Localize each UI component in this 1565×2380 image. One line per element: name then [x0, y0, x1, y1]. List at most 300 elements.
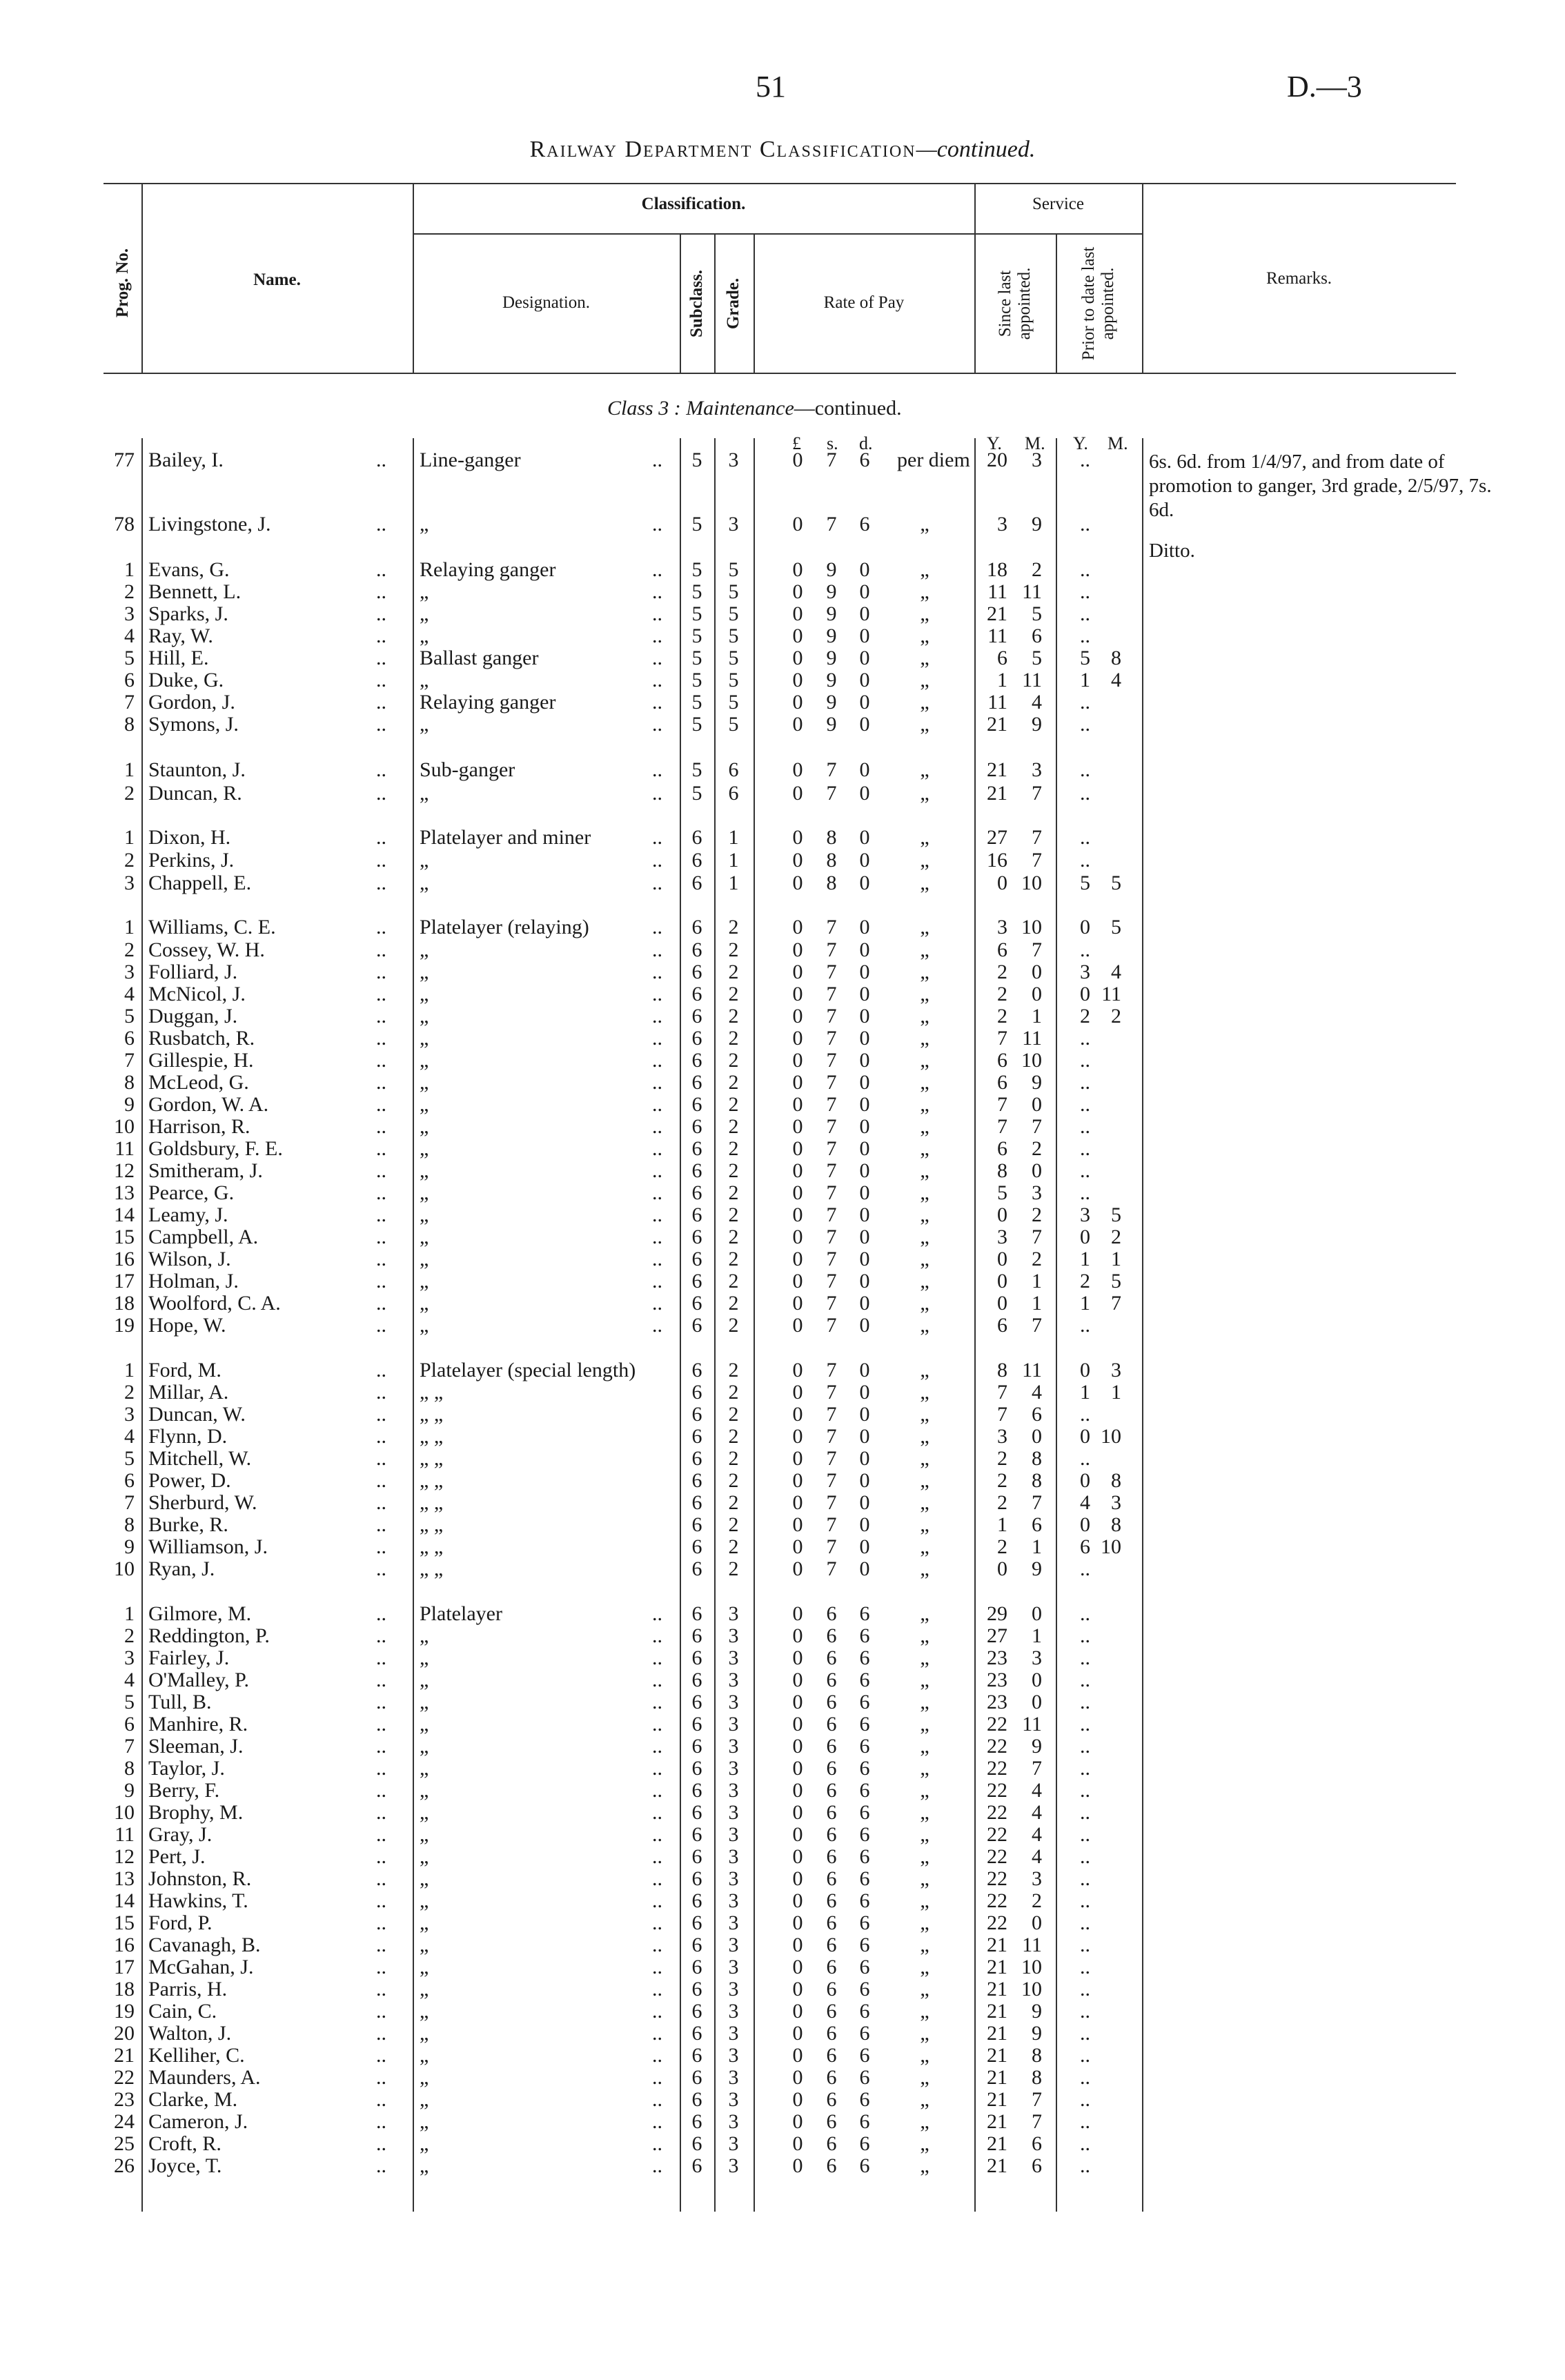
cell-name: Goldsbury, F. E.: [148, 1137, 283, 1160]
cell-grade: 2: [728, 1027, 739, 1050]
cell-designation: „: [420, 513, 429, 535]
cell-prior-years: ..: [1080, 1624, 1090, 1647]
cell-prior-months: 2: [1111, 1005, 1121, 1027]
cell-designation: „: [420, 669, 429, 691]
cell-designation: „: [420, 1027, 429, 1050]
cell-prior-years: ..: [1080, 1669, 1090, 1691]
cell-subclass: 5: [691, 691, 702, 714]
cell-subclass: 6: [691, 826, 702, 849]
cell-pay-pounds: 0: [792, 1403, 803, 1426]
cell-since-years: 3: [997, 513, 1007, 535]
cell-since-years: 22: [987, 1845, 1007, 1868]
cell-prior-years: ..: [1080, 1403, 1090, 1426]
cell-designation: „: [420, 872, 429, 894]
cell-pay-pence: 6: [859, 1624, 870, 1647]
cell-since-months: 11: [1022, 1359, 1042, 1381]
cell-designation: „: [420, 1845, 429, 1868]
cell-pay-period: „: [920, 1602, 929, 1625]
cell-since-years: 1: [997, 669, 1007, 691]
cell-name: Ray, W.: [148, 624, 213, 647]
cell-name: Cossey, W. H.: [148, 938, 265, 961]
cell-designation: „: [420, 1646, 429, 1669]
cell-pay-shillings: 7: [826, 449, 837, 471]
cell-designation-leader: ..: [652, 449, 662, 471]
col-rule-grade: [714, 233, 716, 373]
cell-designation: „ „: [420, 1491, 444, 1514]
cell-designation: Relaying ganger: [420, 691, 556, 714]
cell-name-leader: ..: [376, 2044, 386, 2067]
cell-name-leader: ..: [376, 691, 386, 714]
cell-since-years: 8: [997, 1359, 1007, 1381]
cell-designation: „: [420, 602, 429, 625]
cell-pay-pounds: 0: [792, 872, 803, 894]
cell-subclass: 5: [691, 669, 702, 691]
cell-name-leader: ..: [376, 2110, 386, 2133]
cell-pay-shillings: 6: [826, 1735, 837, 1758]
cell-pay-pounds: 0: [792, 2132, 803, 2155]
cell-grade: 3: [728, 1801, 739, 1824]
cell-designation: „: [420, 1248, 429, 1270]
cell-pay-pence: 0: [859, 1248, 870, 1270]
cell-prior-years: 0: [1080, 1513, 1090, 1536]
cell-prog-no: 9: [124, 1093, 135, 1116]
cell-since-months: 0: [1032, 1159, 1042, 1182]
cell-pay-pence: 6: [859, 1801, 870, 1824]
cell-pay-shillings: 9: [826, 602, 837, 625]
cell-designation-leader: ..: [652, 1713, 662, 1735]
cell-pay-pounds: 0: [792, 1093, 803, 1116]
cell-prog-no: 9: [124, 1535, 135, 1558]
cell-designation-leader: ..: [652, 1735, 662, 1758]
cell-designation-leader: ..: [652, 2000, 662, 2023]
cell-pay-period: „: [920, 1005, 929, 1027]
cell-pay-pounds: 0: [792, 449, 803, 471]
cell-since-years: 6: [997, 1049, 1007, 1072]
cell-pay-period: „: [920, 624, 929, 647]
cell-pay-shillings: 9: [826, 624, 837, 647]
cell-designation-leader: ..: [652, 938, 662, 961]
cell-grade: 2: [728, 1226, 739, 1248]
cell-since-years: 21: [987, 2000, 1007, 2023]
cell-since-months: 0: [1032, 983, 1042, 1005]
cell-designation-leader: ..: [652, 826, 662, 849]
cell-pay-pounds: 0: [792, 713, 803, 736]
cell-name: Taylor, J.: [148, 1757, 225, 1780]
cell-pay-pence: 0: [859, 624, 870, 647]
cell-pay-pounds: 0: [792, 1491, 803, 1514]
cell-subclass: 6: [691, 1823, 702, 1846]
cell-since-years: 1: [997, 1513, 1007, 1536]
cell-pay-pence: 6: [859, 2154, 870, 2177]
cell-pay-period: „: [920, 1646, 929, 1669]
cell-prior-years: 0: [1080, 916, 1090, 938]
cell-since-years: 21: [987, 1934, 1007, 1956]
cell-pay-pounds: 0: [792, 2044, 803, 2067]
cell-pay-pence: 0: [859, 1491, 870, 1514]
cell-pay-pence: 0: [859, 1093, 870, 1116]
cell-designation: „: [420, 1757, 429, 1780]
cell-prog-no: 15: [114, 1226, 135, 1248]
cell-pay-period: „: [920, 782, 929, 805]
cell-subclass: 6: [691, 1292, 702, 1315]
cell-pay-pounds: 0: [792, 1359, 803, 1381]
cell-name: Duggan, J.: [148, 1005, 238, 1027]
cell-pay-shillings: 6: [826, 1602, 837, 1625]
cell-designation-leader: ..: [652, 1624, 662, 1647]
cell-prior-months: 1: [1111, 1381, 1121, 1404]
cell-pay-period: „: [920, 602, 929, 625]
cell-pay-shillings: 7: [826, 916, 837, 938]
cell-prior-years: ..: [1080, 1447, 1090, 1470]
cell-prog-no: 19: [114, 2000, 135, 2023]
cell-since-months: 3: [1032, 1646, 1042, 1669]
cell-prior-years: ..: [1080, 602, 1090, 625]
cell-designation-leader: ..: [652, 1049, 662, 1072]
cell-prior-years: 1: [1080, 1292, 1090, 1315]
cell-pay-pence: 6: [859, 2132, 870, 2155]
cell-pay-period: „: [920, 1557, 929, 1580]
cell-prog-no: 21: [114, 2044, 135, 2067]
cell-name: Rusbatch, R.: [148, 1027, 255, 1050]
cell-pay-period: „: [920, 2044, 929, 2067]
cell-prior-years: ..: [1080, 1159, 1090, 1182]
cell-prog-no: 20: [114, 2022, 135, 2045]
cell-prior-years: ..: [1080, 1845, 1090, 1868]
cell-pay-pence: 0: [859, 558, 870, 581]
cell-prior-years: ..: [1080, 2044, 1090, 2067]
cell-designation: „ „: [420, 1469, 444, 1492]
cell-designation: „: [420, 1978, 429, 2000]
cell-pay-shillings: 7: [826, 1403, 837, 1426]
cell-prog-no: 3: [124, 961, 135, 983]
cell-prior-years: ..: [1080, 1027, 1090, 1050]
cell-prog-no: 2: [124, 849, 135, 872]
cell-designation-leader: ..: [652, 1093, 662, 1116]
unit-shillings: s.: [827, 433, 838, 453]
cell-pay-pence: 6: [859, 513, 870, 535]
cell-pay-pence: 0: [859, 1557, 870, 1580]
cell-designation-leader: ..: [652, 872, 662, 894]
cell-pay-shillings: 9: [826, 713, 837, 736]
cell-subclass: 6: [691, 1093, 702, 1116]
header-designation: Designation.: [502, 293, 591, 312]
body-rule-service: [974, 438, 976, 2212]
cell-pay-shillings: 7: [826, 1071, 837, 1094]
cell-name-leader: ..: [376, 1181, 386, 1204]
cell-subclass: 5: [691, 513, 702, 535]
cell-pay-pounds: 0: [792, 1381, 803, 1404]
cell-subclass: 6: [691, 1845, 702, 1868]
cell-prog-no: 5: [124, 1447, 135, 1470]
cell-name: Ford, M.: [148, 1359, 222, 1381]
cell-designation: „: [420, 983, 429, 1005]
cell-pay-shillings: 7: [826, 1248, 837, 1270]
cell-prior-years: ..: [1080, 1093, 1090, 1116]
cell-since-years: 20: [987, 449, 1007, 471]
cell-grade: 3: [728, 1713, 739, 1735]
cell-prog-no: 1: [124, 758, 135, 781]
cell-name-leader: ..: [376, 2154, 386, 2177]
cell-prior-years: ..: [1080, 1691, 1090, 1713]
cell-designation: „ „: [420, 1381, 444, 1404]
cell-subclass: 6: [691, 916, 702, 938]
cell-name: Gordon, J.: [148, 691, 235, 714]
cell-grade: 3: [728, 2154, 739, 2177]
cell-pay-pence: 0: [859, 1137, 870, 1160]
cell-since-months: 0: [1032, 1691, 1042, 1713]
cell-subclass: 5: [691, 580, 702, 603]
cell-since-months: 11: [1022, 1027, 1042, 1050]
cell-pay-pounds: 0: [792, 826, 803, 849]
cell-since-months: 9: [1032, 1557, 1042, 1580]
cell-since-months: 8: [1032, 1469, 1042, 1492]
cell-pay-pence: 0: [859, 1027, 870, 1050]
cell-name: Harrison, R.: [148, 1115, 250, 1138]
cell-since-months: 4: [1032, 691, 1042, 714]
cell-subclass: 6: [691, 983, 702, 1005]
unit-months-prior: M.: [1108, 433, 1128, 453]
cell-grade: 3: [728, 1956, 739, 1978]
page-title: [0, 137, 1565, 163]
cell-name-leader: ..: [376, 1292, 386, 1315]
cell-prog-no: 3: [124, 602, 135, 625]
cell-since-years: 22: [987, 1867, 1007, 1890]
cell-name: McGahan, J.: [148, 1956, 254, 1978]
cell-pay-pounds: 0: [792, 513, 803, 535]
cell-since-years: 22: [987, 1757, 1007, 1780]
cell-prog-no: 17: [114, 1270, 135, 1292]
cell-grade: 2: [728, 1314, 739, 1337]
cell-since-years: 0: [997, 1557, 1007, 1580]
cell-designation: „ „: [420, 1557, 444, 1580]
cell-name-leader: ..: [376, 1801, 386, 1824]
cell-prog-no: 5: [124, 647, 135, 669]
cell-pay-pence: 6: [859, 1779, 870, 1802]
cell-designation-leader: ..: [652, 1159, 662, 1182]
cell-name: Clarke, M.: [148, 2088, 238, 2111]
cell-subclass: 6: [691, 1181, 702, 1204]
cell-prog-no: 18: [114, 1292, 135, 1315]
cell-subclass: 6: [691, 1381, 702, 1404]
cell-subclass: 5: [691, 758, 702, 781]
cell-pay-pounds: 0: [792, 1248, 803, 1270]
cell-since-years: 6: [997, 1314, 1007, 1337]
cell-name-leader: ..: [376, 1491, 386, 1514]
cell-since-months: 3: [1032, 1181, 1042, 1204]
cell-pay-period: „: [920, 1447, 929, 1470]
cell-pay-period: „: [920, 1911, 929, 1934]
cell-grade: 2: [728, 1557, 739, 1580]
cell-prog-no: 10: [114, 1115, 135, 1138]
cell-pay-pounds: 0: [792, 1535, 803, 1558]
cell-since-months: 7: [1032, 1115, 1042, 1138]
cell-name-leader: ..: [376, 1934, 386, 1956]
cell-designation-leader: ..: [652, 961, 662, 983]
cell-pay-period: „: [920, 1292, 929, 1315]
cell-grade: 3: [728, 1669, 739, 1691]
cell-pay-shillings: 7: [826, 1137, 837, 1160]
cell-prior-years: ..: [1080, 758, 1090, 781]
cell-pay-pounds: 0: [792, 1602, 803, 1625]
cell-since-years: 22: [987, 1823, 1007, 1846]
cell-prior-years: ..: [1080, 558, 1090, 581]
cell-designation: Ballast ganger: [420, 647, 539, 669]
cell-pay-period: „: [920, 1137, 929, 1160]
cell-since-months: 7: [1032, 1314, 1042, 1337]
cell-name: Ford, P.: [148, 1911, 213, 1934]
cell-since-years: 21: [987, 782, 1007, 805]
cell-designation: „: [420, 1779, 429, 1802]
cell-designation-leader: ..: [652, 1314, 662, 1337]
cell-subclass: 6: [691, 1646, 702, 1669]
cell-name-leader: ..: [376, 1469, 386, 1492]
cell-pay-period: „: [920, 2154, 929, 2177]
cell-since-years: 7: [997, 1093, 1007, 1116]
cell-prior-years: ..: [1080, 1911, 1090, 1934]
cell-name-leader: ..: [376, 580, 386, 603]
cell-since-months: 11: [1022, 1713, 1042, 1735]
cell-since-months: 9: [1032, 713, 1042, 736]
header-top-rule: [104, 183, 1456, 184]
cell-grade: 2: [728, 1093, 739, 1116]
cell-pay-shillings: 6: [826, 1646, 837, 1669]
cell-pay-pence: 0: [859, 1203, 870, 1226]
cell-designation-leader: ..: [652, 1801, 662, 1824]
cell-name: Gilmore, M.: [148, 1602, 252, 1625]
cell-designation: „: [420, 2044, 429, 2067]
cell-name-leader: ..: [376, 1137, 386, 1160]
cell-pay-pounds: 0: [792, 1049, 803, 1072]
cell-subclass: 6: [691, 1513, 702, 1536]
cell-pay-pounds: 0: [792, 782, 803, 805]
cell-since-months: 0: [1032, 1425, 1042, 1448]
cell-pay-shillings: 6: [826, 1801, 837, 1824]
cell-name-leader: ..: [376, 1513, 386, 1536]
cell-designation-leader: ..: [652, 669, 662, 691]
cell-prog-no: 78: [114, 513, 135, 535]
cell-designation: „: [420, 1801, 429, 1824]
cell-designation-leader: ..: [652, 2132, 662, 2155]
cell-pay-period: „: [920, 1314, 929, 1337]
cell-subclass: 6: [691, 1226, 702, 1248]
cell-pay-period: „: [920, 1071, 929, 1094]
cell-pay-pounds: 0: [792, 1425, 803, 1448]
cell-pay-pounds: 0: [792, 2088, 803, 2111]
cell-name: Croft, R.: [148, 2132, 222, 2155]
cell-grade: 1: [728, 849, 739, 872]
cell-pay-pounds: 0: [792, 580, 803, 603]
cell-name: Cameron, J.: [148, 2110, 248, 2133]
cell-subclass: 6: [691, 1956, 702, 1978]
cell-subclass: 6: [691, 1137, 702, 1160]
cell-pay-period: „: [920, 1027, 929, 1050]
cell-designation-leader: ..: [652, 580, 662, 603]
cell-pay-pounds: 0: [792, 2066, 803, 2089]
cell-prog-no: 6: [124, 1713, 135, 1735]
cell-name-leader: ..: [376, 1911, 386, 1934]
cell-designation-leader: ..: [652, 1691, 662, 1713]
cell-pay-shillings: 6: [826, 1934, 837, 1956]
cell-pay-shillings: 7: [826, 1447, 837, 1470]
cell-pay-shillings: 7: [826, 1115, 837, 1138]
cell-designation: „: [420, 1669, 429, 1691]
cell-pay-pence: 6: [859, 1669, 870, 1691]
cell-pay-period: „: [920, 1624, 929, 1647]
cell-prog-no: 2: [124, 938, 135, 961]
cell-name: Sparks, J.: [148, 602, 228, 625]
cell-pay-period: „: [920, 1889, 929, 1912]
cell-prog-no: 4: [124, 983, 135, 1005]
cell-since-years: 3: [997, 1226, 1007, 1248]
body-rule-desig: [413, 438, 414, 2212]
cell-designation-leader: ..: [652, 713, 662, 736]
cell-grade: 2: [728, 1292, 739, 1315]
section-suffix: —continued.: [794, 397, 902, 420]
cell-prog-no: 77: [114, 449, 135, 471]
cell-prog-no: 17: [114, 1956, 135, 1978]
cell-pay-period: „: [920, 2132, 929, 2155]
cell-grade: 3: [728, 1867, 739, 1890]
cell-pay-pounds: 0: [792, 1978, 803, 2000]
cell-pay-pence: 6: [859, 1956, 870, 1978]
cell-subclass: 6: [691, 2132, 702, 2155]
cell-pay-pounds: 0: [792, 1735, 803, 1758]
cell-since-years: 23: [987, 1646, 1007, 1669]
cell-name: Bennett, L.: [148, 580, 242, 603]
cell-name-leader: ..: [376, 2022, 386, 2045]
cell-prior-years: 0: [1080, 1226, 1090, 1248]
cell-since-years: 7: [997, 1027, 1007, 1050]
cell-designation-leader: ..: [652, 1779, 662, 1802]
cell-subclass: 6: [691, 1911, 702, 1934]
cell-prior-years: 5: [1080, 872, 1090, 894]
cell-since-years: 22: [987, 1735, 1007, 1758]
cell-pay-shillings: 7: [826, 961, 837, 983]
cell-pay-pounds: 0: [792, 1911, 803, 1934]
cell-designation-leader: ..: [652, 1889, 662, 1912]
cell-name: Gray, J.: [148, 1823, 213, 1846]
cell-prior-years: ..: [1080, 513, 1090, 535]
cell-pay-period: „: [920, 1535, 929, 1558]
cell-designation-leader: ..: [652, 2110, 662, 2133]
cell-since-months: 0: [1032, 1093, 1042, 1116]
cell-designation-leader: ..: [652, 1823, 662, 1846]
cell-pay-shillings: 7: [826, 1226, 837, 1248]
body-rule-name: [141, 438, 143, 2212]
cell-pay-period: „: [920, 713, 929, 736]
cell-pay-pounds: 0: [792, 983, 803, 1005]
cell-grade: 5: [728, 691, 739, 714]
cell-since-months: 0: [1032, 1669, 1042, 1691]
cell-prog-no: 25: [114, 2132, 135, 2155]
cell-grade: 2: [728, 961, 739, 983]
cell-prog-no: 1: [124, 1359, 135, 1381]
cell-since-years: 0: [997, 1292, 1007, 1315]
cell-name: Pert, J.: [148, 1845, 206, 1868]
cell-prior-months: 8: [1111, 1513, 1121, 1536]
cell-prog-no: 3: [124, 1403, 135, 1426]
cell-subclass: 6: [691, 1314, 702, 1337]
cell-pay-pence: 0: [859, 1535, 870, 1558]
header-remarks: Remarks.: [1266, 269, 1332, 288]
document-ref: D.—3: [1287, 70, 1362, 104]
cell-designation-leader: ..: [652, 2066, 662, 2089]
cell-designation: „: [420, 1115, 429, 1138]
cell-subclass: 6: [691, 1934, 702, 1956]
cell-pay-period: „: [920, 1469, 929, 1492]
cell-prog-no: 1: [124, 916, 135, 938]
cell-pay-pence: 0: [859, 580, 870, 603]
